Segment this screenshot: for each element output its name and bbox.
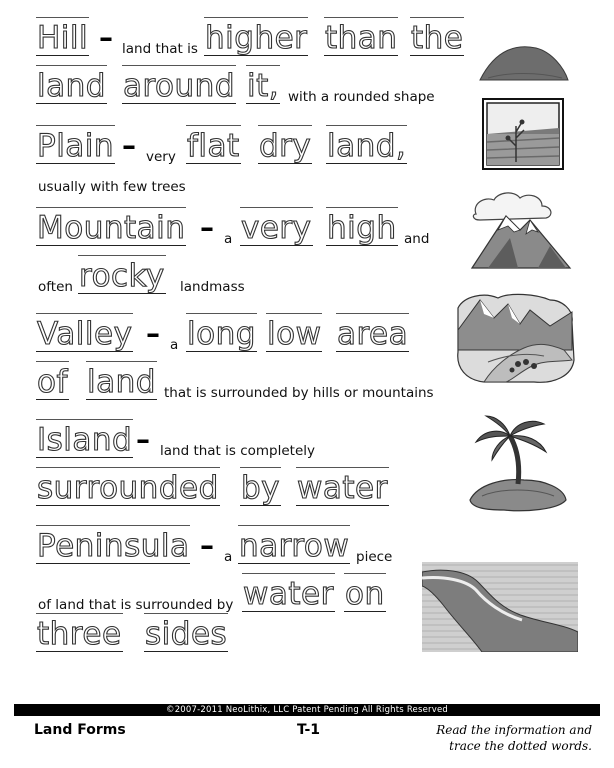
definition-text: a	[224, 230, 233, 247]
trace-word: higher	[205, 20, 308, 56]
mountain-line-1	[36, 212, 456, 252]
copyright-bar: ©2007-2011 NeoLithix, LLC Patent Pending All Rights Reserved	[14, 704, 600, 716]
worksheet-code: T-1	[297, 722, 321, 738]
trace-word: land,	[327, 128, 407, 164]
mountain-icon	[468, 190, 574, 272]
definition-text: of land that is surrounded by	[38, 596, 234, 613]
term-island: Island	[37, 422, 133, 458]
instructions-line-2: trace the dotted words.	[449, 739, 592, 753]
valley-line-1	[36, 318, 456, 358]
definition-text: land that is	[122, 40, 198, 57]
instructions	[436, 722, 592, 754]
trace-word: of	[37, 364, 68, 400]
trace-word: on	[345, 576, 385, 612]
trace-word: narrow	[239, 528, 350, 564]
island-line-1	[36, 424, 456, 464]
definition-text: land that is completely	[160, 442, 316, 459]
dash: –	[122, 129, 136, 162]
dash: –	[99, 21, 113, 54]
hill-line-1	[36, 20, 464, 62]
term-hill: Hill	[37, 20, 89, 56]
peninsula-line-3	[36, 618, 456, 658]
definition-text: landmass	[180, 278, 245, 295]
trace-word: than	[325, 20, 398, 56]
trace-word: water	[297, 470, 388, 506]
instructions-line-1: Read the information and	[436, 723, 592, 737]
trace-word: it,	[247, 68, 280, 104]
plain-icon	[482, 98, 564, 170]
trace-word: sides	[145, 616, 228, 652]
peninsula-line-1	[36, 530, 456, 570]
peninsula-icon	[422, 562, 578, 652]
trace-word: low	[267, 316, 322, 352]
term-plain: Plain	[37, 128, 115, 164]
definition-text: a	[224, 548, 233, 565]
worksheet-title: Land Forms	[34, 722, 126, 738]
trace-word: very	[241, 210, 312, 246]
trace-word: area	[337, 316, 409, 352]
plain-line-2	[36, 156, 456, 196]
definition-text: a	[170, 336, 179, 353]
definition-text: piece	[356, 548, 393, 565]
definition-text: with a rounded shape	[288, 88, 435, 105]
peninsula-line-2	[36, 578, 456, 618]
trace-word: three	[37, 616, 122, 652]
dash: –	[146, 317, 160, 350]
trace-word: the	[411, 20, 464, 56]
term-peninsula: Peninsula	[37, 528, 190, 564]
trace-word: around	[123, 68, 235, 104]
definition-text: often	[38, 278, 73, 295]
valley-icon	[454, 290, 578, 386]
trace-word: by	[241, 470, 281, 506]
definition-text: and	[404, 230, 430, 247]
trace-word: land	[87, 364, 156, 400]
trace-word: water	[243, 576, 334, 612]
trace-word: long	[187, 316, 256, 352]
hill-icon	[478, 42, 570, 84]
trace-word: dry	[259, 128, 312, 164]
dash: –	[136, 423, 150, 456]
term-mountain: Mountain	[37, 210, 186, 246]
definition-text: usually with few trees	[38, 178, 186, 195]
trace-word: rocky	[79, 258, 165, 294]
island-line-2	[36, 472, 456, 512]
island-icon	[464, 410, 570, 514]
trace-word: surrounded	[37, 470, 219, 506]
definition-text: very	[146, 148, 176, 165]
term-valley: Valley	[37, 316, 133, 352]
valley-line-2	[36, 366, 456, 406]
dash: –	[200, 211, 214, 244]
trace-word: land	[37, 68, 106, 104]
hill-line-2	[36, 70, 456, 110]
mountain-line-2	[36, 260, 456, 300]
trace-word: flat	[187, 128, 240, 164]
trace-word: high	[327, 210, 397, 246]
dash: –	[200, 529, 214, 562]
definition-text: that is surrounded by hills or mountains	[164, 384, 434, 401]
